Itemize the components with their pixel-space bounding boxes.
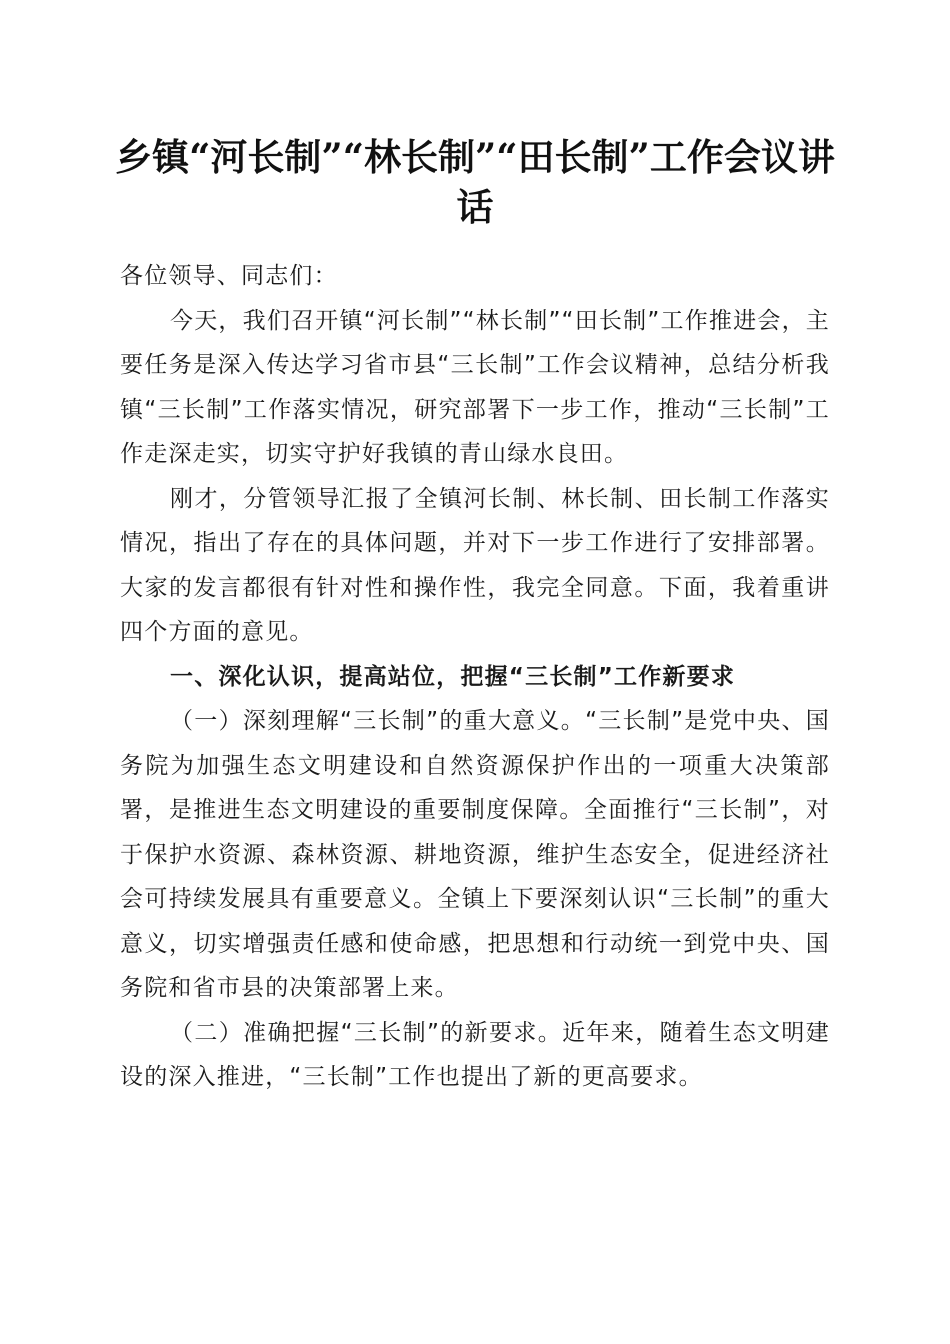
subsection-2 [120, 1011, 830, 1100]
subsection-1-lead: （一）深刻理解“三长制”的重大意义。 [170, 708, 586, 734]
greeting: 各位领导、同志们： [120, 263, 338, 289]
subsection-1 [120, 699, 830, 1011]
subsection-1-text: “三长制”是党中央、国务院为加强生态文明建设和自然资源保护作出的一项重大决策部署，是推进生态文明建设的重要制度保障。全面推行“三长制”，对于保护水资源、森林资源、耕地资源，维护生态安全，促进经济社会可持续发展具有重要意义。全镇上下要深刻认识“三长制”的重大意义，切实增强责任感和使命感，把思想和行动统一到党中央、国务院和省市县的决策部署上来。 [120, 708, 830, 1001]
subsection-2-text: 近年来，随着生态文明建设的深入推进，“三长制”工作也提出了新的更高要求。 [120, 1019, 830, 1090]
document-body [120, 254, 830, 1100]
subsection-2-lead: （二）准确把握“三长制”的新要求。 [170, 1019, 563, 1046]
section-heading-1: 一、深化认识，提高站位，把握“三长制”工作新要求 [170, 663, 736, 690]
paragraph-summary: 刚才，分管领导汇报了全镇河长制、林长制、田长制工作落实情况，指出了存在的具体问题，并对下一步工作进行了安排部署。大家的发言都很有针对性和操作性，我完全同意。下面，我着重讲四个方面的意见。 [120, 485, 830, 645]
paragraph-intro: 今天，我们召开镇“河长制”“林长制”“田长制”工作推进会，主要任务是深入传达学习省市县“三长制”工作会议精神，总结分析我镇“三长制”工作落实情况，研究部署下一步工作，推动“三长制”工作走深走实，切实守护好我镇的青山绿水良田。 [120, 307, 830, 467]
document-title: 乡镇“河长制”“林长制”“田长制”工作会议讲话 [115, 135, 835, 229]
